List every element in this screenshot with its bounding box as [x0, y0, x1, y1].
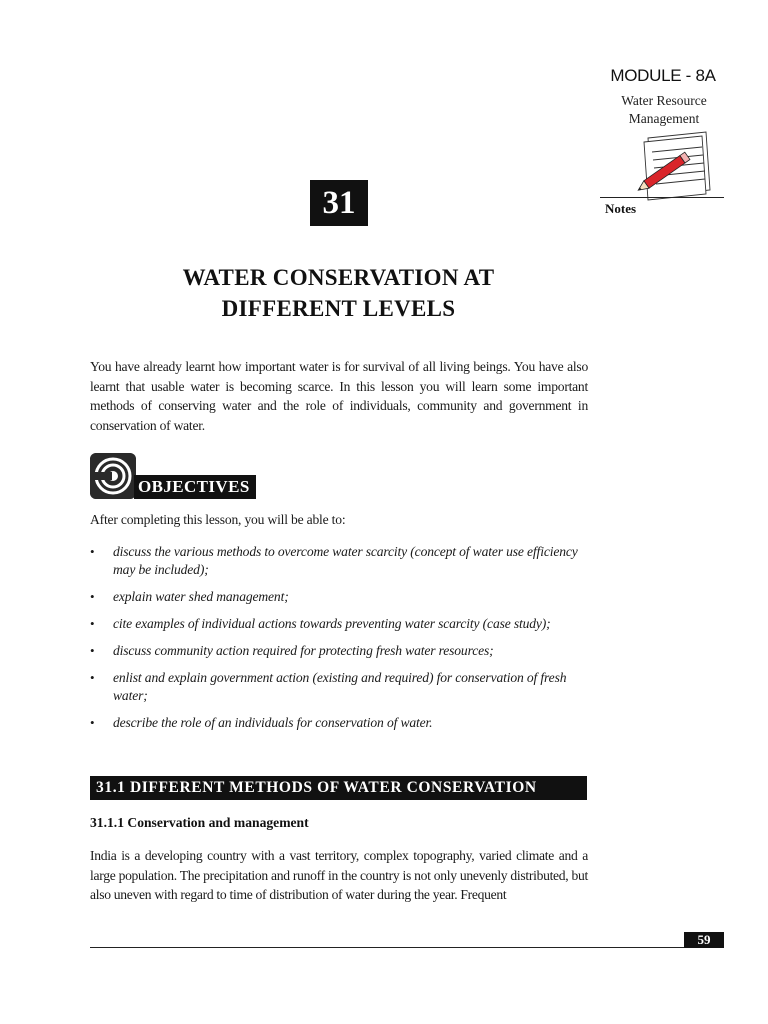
bullet-icon: • [90, 616, 95, 631]
bullet-icon: • [90, 589, 95, 604]
chapter-number: 31 [310, 180, 368, 226]
objective-text: cite examples of individual actions towards preventing water scarcity (case study); [113, 616, 551, 631]
module-subject [603, 92, 725, 128]
objective-text: discuss the various methods to overcome water scarcity (concept of water use efficiency may be included); [113, 544, 578, 577]
objective-text: describe the role of an individuals for conservation of water. [113, 715, 433, 730]
objectives-target-icon [90, 453, 136, 499]
page-number: 59 [684, 932, 724, 948]
lesson-title-line2: DIFFERENT LEVELS [221, 296, 456, 321]
bullet-icon: • [90, 643, 95, 658]
objective-text: discuss community action required for protecting fresh water resources; [113, 643, 494, 658]
module-subject-line2: Management [628, 111, 700, 126]
objectives-list [90, 543, 590, 741]
intro-paragraph: You have already learnt how important water is for survival of all living beings. You have also learnt that usable water is becoming scarce. In this lesson you will learn some important methods of conserving water and the role of individuals, community and government in conservation of water. [90, 359, 588, 433]
lesson-title [90, 262, 587, 324]
objectives-heading: OBJECTIVES [134, 475, 256, 499]
objective-text: explain water shed management; [113, 589, 289, 604]
list-item [90, 642, 590, 660]
footer-divider [90, 947, 724, 948]
body-paragraph: India is a developing country with a vast territory, complex topography, varied climate and a large population. The precipitation and runoff in the country is not only unevenly distributed, but also uneven with regard to time of distribution of water during the year. Frequent [90, 848, 588, 902]
bullet-icon: • [90, 670, 95, 685]
objectives-intro: After completing this lesson, you will be able to: [90, 512, 346, 527]
objective-text: enlist and explain government action (existing and required) for conservation of fresh water; [113, 670, 567, 703]
notes-label: Notes [605, 201, 637, 216]
lesson-title-line1: WATER CONSERVATION AT [182, 265, 495, 290]
list-item [90, 669, 590, 705]
bullet-icon: • [90, 715, 95, 730]
section-heading: 31.1 DIFFERENT METHODS OF WATER CONSERVATION [90, 776, 587, 800]
subsection-heading: 31.1.1 Conservation and management [90, 815, 309, 830]
bullet-icon: • [90, 544, 95, 559]
list-item [90, 615, 590, 633]
module-label: MODULE - 8A [610, 66, 716, 85]
list-item [90, 714, 590, 732]
module-subject-line1: Water Resource [621, 93, 707, 108]
notes-pencil-icon [628, 130, 714, 204]
list-item [90, 543, 590, 579]
list-item [90, 588, 590, 606]
notes-divider [600, 197, 724, 198]
